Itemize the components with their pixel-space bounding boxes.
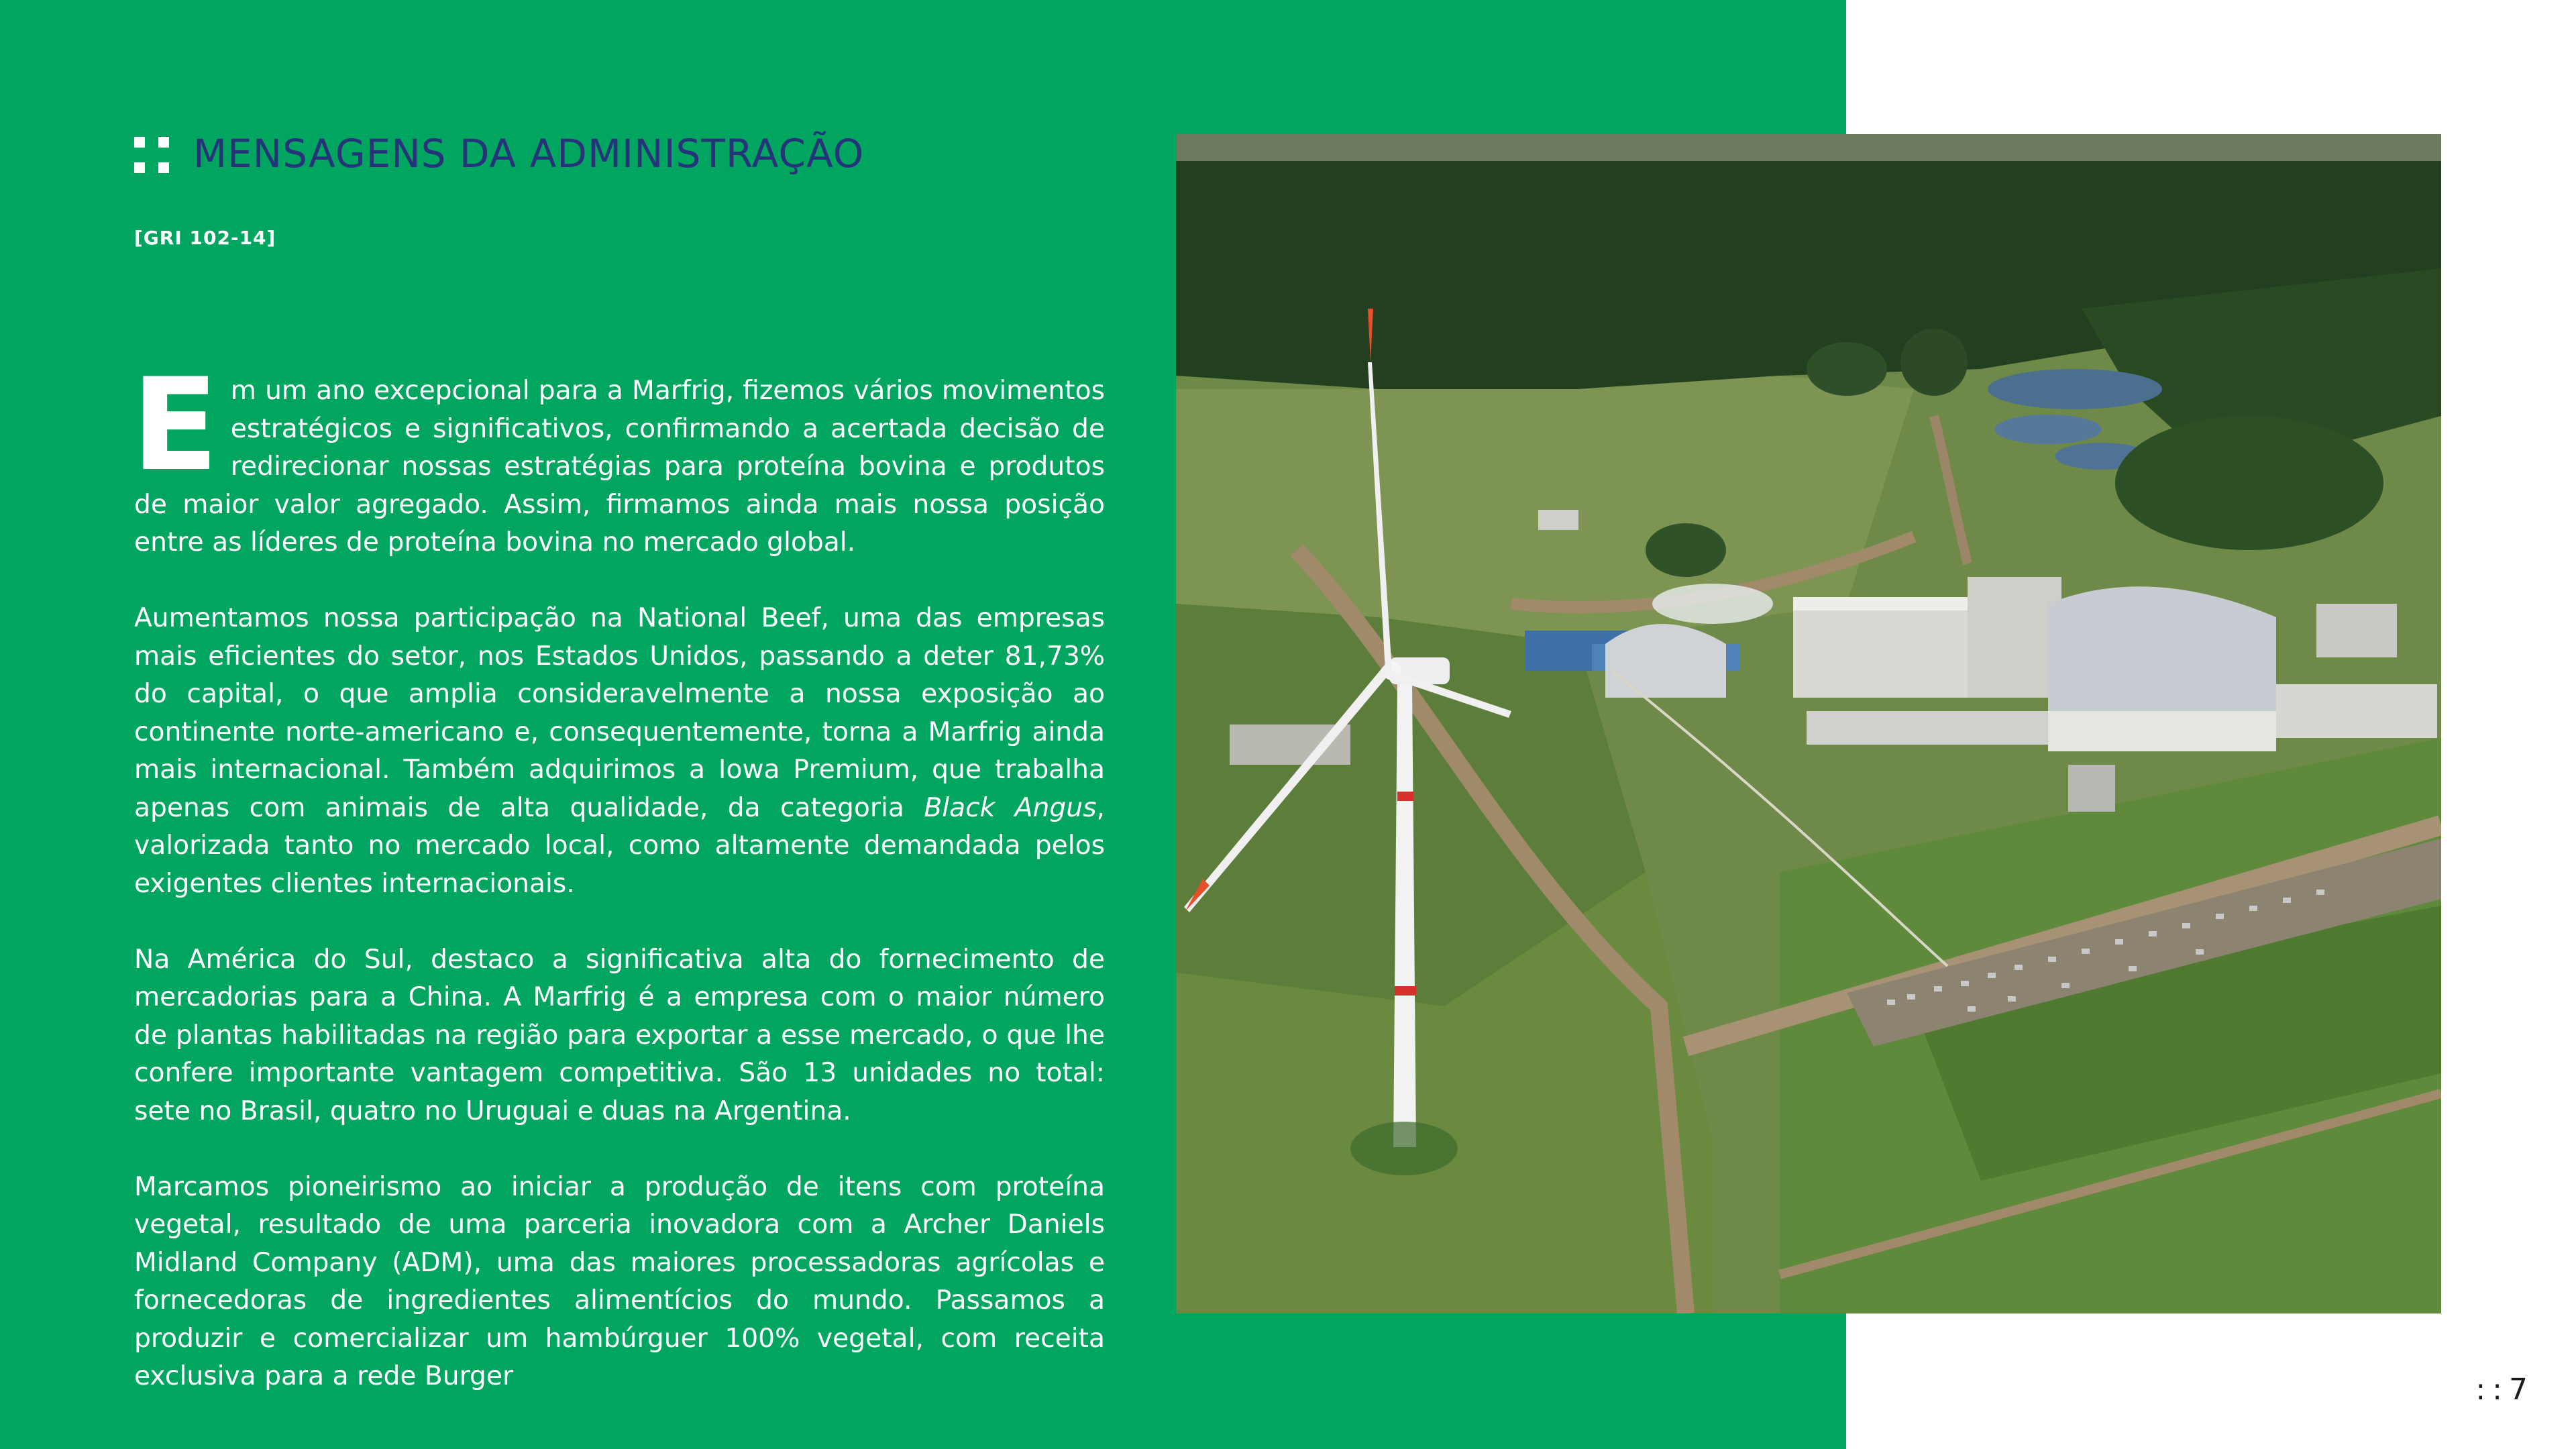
paragraph-2-italic: Black Angus (924, 792, 1097, 823)
paragraph-3: Na América do Sul, destaco a significativa alta do fornecimento de mercadorias para a China. A Marfrig é a empresa com o maior número de plantas habilitadas na região para exportar a esse mercado, o que lhe confere importante vantagem competitiva. São 13 unidades no total: sete no Brasil, quatro no Uruguai e duas na Argentina. (134, 944, 1105, 1126)
page-number (2475, 1373, 2532, 1407)
gri-reference: [GRI 102-14] (134, 227, 276, 249)
paragraph-1-text: m um ano excepcional para a Marfrig, fizemos vários movimentos estratégicos e significativos, confirmando a acertada decisão de redirecionar nossas estratégias para proteína bovina e produtos de maior valor agregado. Assim, firmamos ainda mais nossa posição entre as líderes de proteína bovina no mercado global. (134, 376, 1105, 557)
page-title: MENSAGENS DA ADMINISTRAÇÃO (193, 131, 865, 176)
paragraph-2-text-after: , valorizada tanto no mercado local, como altamente demandada pelos exigentes clientes internacionais. (134, 792, 1105, 899)
paragraph-4: Marcamos pioneirismo ao iniciar a produção de itens com proteína vegetal, resultado de uma parceria inovadora com a Archer Daniels Midland Company (ADM), uma das maiores processadoras agrícolas e fornecedoras de ingredientes alimentícios do mundo. Passamos a produzir e comercializar um hambúrguer 100% vegetal, com receita exclusiva para a rede Burger (134, 1171, 1105, 1391)
page-number-value: 7 (2509, 1373, 2532, 1407)
section-dots-icon (134, 137, 169, 173)
page-number-separator: :: (2475, 1373, 2509, 1407)
body-text (131, 351, 1105, 1434)
section-header (134, 131, 864, 176)
aerial-photo-illustration (1176, 134, 2441, 1313)
paragraph-2 (134, 600, 1105, 903)
paragraph-2-text-before: Aumentamos nossa participação na National Beef, uma das empresas mais eficientes do setor, nos Estados Unidos, passando a deter 81,73% do capital, o que amplia consideravelmente a nossa exposição ao continente norte-americano e, consequentemente, torna a Marfrig ainda mais internacional. Também adquirimos a Iowa Premium, que trabalha apenas com animais de alta qualidade, da categoria (134, 603, 1105, 823)
drop-cap: E (131, 351, 219, 499)
aerial-plant-photo (1176, 134, 2441, 1313)
paragraph-1 (131, 351, 1105, 562)
